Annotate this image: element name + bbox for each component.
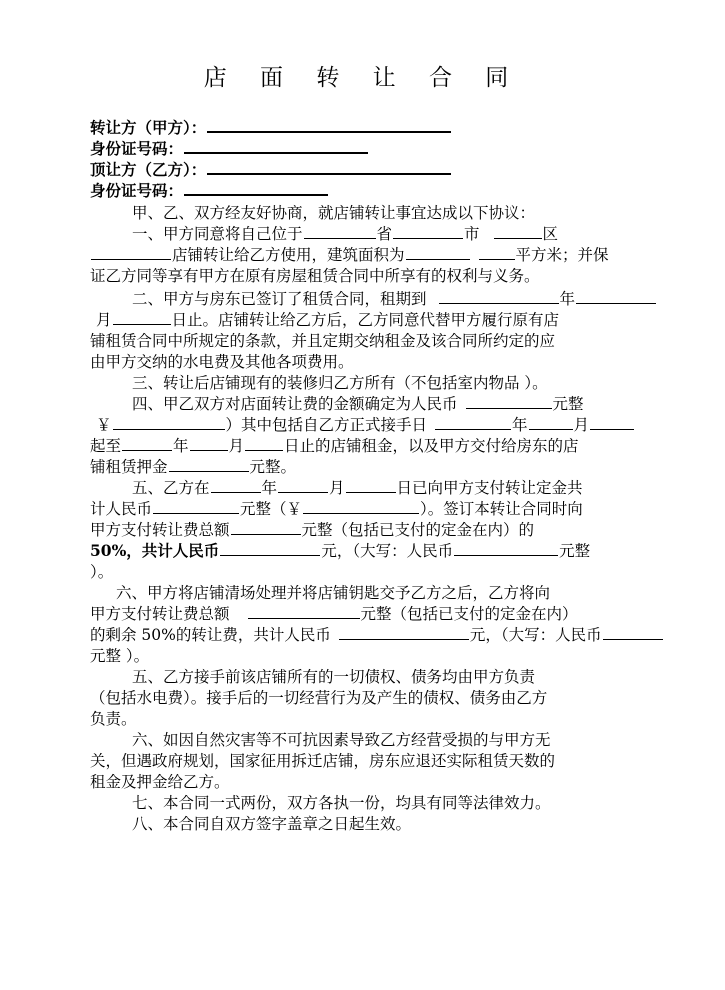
clause-5-line-4: 50%，共计人民币 元，（大写：人民币 元整: [90, 541, 591, 560]
clause-4-line-2: ￥ ）其中包括自乙方正式接手日 年 月: [96, 414, 635, 436]
clause-6-line-2: 甲方支付转让费总额 元整（包括已支付的定金在内）: [90, 605, 578, 623]
clause-7-line-1: 五、乙方接手前该店铺所有的一切债权、债务均由甲方负责: [132, 668, 536, 686]
handover-year-blank[interactable]: [435, 414, 511, 430]
clause-1-line-1: 一、甲方同意将自己位于 省 市 区: [132, 225, 559, 243]
transferee-blank[interactable]: [207, 158, 451, 175]
clause-7-line-2: （包括水电费）。接手后的一切经营行为及产生的债权、债务由乙方: [90, 689, 548, 707]
lease-end-month-blank[interactable]: [576, 288, 656, 304]
rent-end-month-blank[interactable]: [190, 435, 228, 451]
clause-2-line-2: 月 日止。店铺转让给乙方后，乙方同意代替甲方履行原有店: [96, 311, 560, 329]
province-blank[interactable]: [304, 223, 376, 239]
area-blank-2[interactable]: [479, 244, 515, 260]
remaining-fee-blank[interactable]: [339, 624, 469, 640]
clause-6-line-4: 元整 ）。: [90, 647, 150, 665]
deposit-figure-blank[interactable]: [303, 498, 419, 514]
rent-end-day-blank[interactable]: [245, 435, 283, 451]
document-title: 店 面 转 让 合 同: [203, 65, 522, 91]
transferee-id-blank[interactable]: [184, 179, 328, 196]
clause-5-line-3: 甲方支付转让费总额 元整（包括已支付的定金在内）的: [90, 521, 535, 539]
total-fee-blank[interactable]: [231, 519, 301, 535]
clause-5-line-1: 五、乙方在 年 月 日已向甲方支付转让定金共: [132, 479, 583, 497]
transferor-blank[interactable]: [207, 116, 451, 133]
clause-2-line-4: 由甲方交纳的水电费及其他各项费用。: [90, 353, 354, 371]
lease-end-day-blank[interactable]: [113, 309, 171, 325]
transferee-id-line: [90, 179, 329, 202]
clause-4-line-1: 四、甲乙双方对店面转让费的金额确定为人民币 元整: [132, 395, 584, 413]
deposit-blank[interactable]: [169, 456, 249, 472]
clause-8-line-2: 关，但遇政府规划，国家征用拆迁店铺，房东应退还实际租赁天数的: [90, 752, 556, 770]
transferor-line: [90, 116, 452, 139]
clause-8-line-3: 租金及押金给乙方。: [90, 773, 230, 791]
clause-6-line-3: 的剩余 50%的转让费，共计人民币 元，（大写：人民币: [90, 624, 664, 646]
clause-1-line-2: 店铺转让给乙方使用，建筑面积为 平方米；并保: [90, 244, 609, 266]
clause-7-line-3: 负责。: [90, 710, 137, 728]
district-blank[interactable]: [494, 223, 542, 239]
clause-8-line-1: 六、如因自然灾害等不可抗因素导致乙方经营受损的与甲方无: [132, 731, 551, 749]
transferee-label: 顶让方（乙方）：: [90, 160, 207, 179]
clause-5-line-2: 计人民币 元整（￥ ）。签订本转让合同时向: [90, 500, 583, 518]
clause-6-line-1: 六、甲方将店铺清场处理并将店铺钥匙交予乙方之后，乙方将向: [116, 584, 551, 602]
clause-4-line-3: 起至 年 月 日止的店铺租金，以及甲方交付给房东的店: [90, 437, 579, 455]
remaining-fee-words-blank[interactable]: [603, 624, 663, 640]
intro-paragraph: 甲、乙、双方经友好协商，就店铺转让事宜达成以下协议：: [132, 204, 536, 222]
transferor-id-line: [90, 137, 369, 160]
handover-month-blank[interactable]: [529, 414, 573, 430]
transferee-line: [90, 158, 452, 181]
transferor-id-blank[interactable]: [184, 137, 368, 154]
area-blank[interactable]: [406, 244, 470, 260]
deposit-year-blank[interactable]: [211, 477, 261, 493]
clause-2-line-3: 铺租赁合同中所规定的条款，并且定期交纳租金及该合同所约定的应: [90, 332, 556, 350]
transferee-id-label: 身份证号码：: [90, 181, 184, 200]
clause-3: 三、转让后店铺现有的装修归乙方所有（不包括室内物品 ）。: [132, 374, 548, 392]
transferor-id-label: 身份证号码：: [90, 139, 184, 158]
city-blank[interactable]: [393, 223, 463, 239]
clause-4-line-4: 铺租赁押金 元整。: [90, 458, 297, 476]
lease-end-year-blank[interactable]: [439, 288, 559, 304]
clause-1-line-3: 证乙方同等享有甲方在原有房屋租赁合同中所享有的权利与义务。: [90, 267, 540, 285]
half-fee-blank[interactable]: [220, 540, 320, 556]
deposit-amount-blank[interactable]: [153, 498, 239, 514]
transferor-label: 转让方（甲方）：: [90, 118, 207, 137]
clause-5-line-5: ）。: [90, 563, 114, 581]
transfer-fee-blank[interactable]: [466, 393, 552, 409]
clause-10: 八、本合同自双方签字盖章之日起生效。: [132, 815, 412, 833]
remaining-total-fee-blank[interactable]: [248, 603, 360, 619]
clause-2-line-1: 二、甲方与房东已签订了租赁合同，租期到 年: [132, 288, 657, 310]
deposit-day-blank[interactable]: [346, 477, 396, 493]
shop-address-blank[interactable]: [91, 244, 171, 260]
handover-day-blank[interactable]: [590, 414, 634, 430]
clause-9: 七、本合同一式两份，双方各执一份，均具有同等法律效力。: [132, 794, 551, 812]
deposit-month-blank[interactable]: [278, 477, 328, 493]
half-fee-words-blank[interactable]: [454, 540, 558, 556]
transfer-fee-figure-blank[interactable]: [113, 414, 225, 430]
rent-end-year-blank[interactable]: [122, 435, 172, 451]
